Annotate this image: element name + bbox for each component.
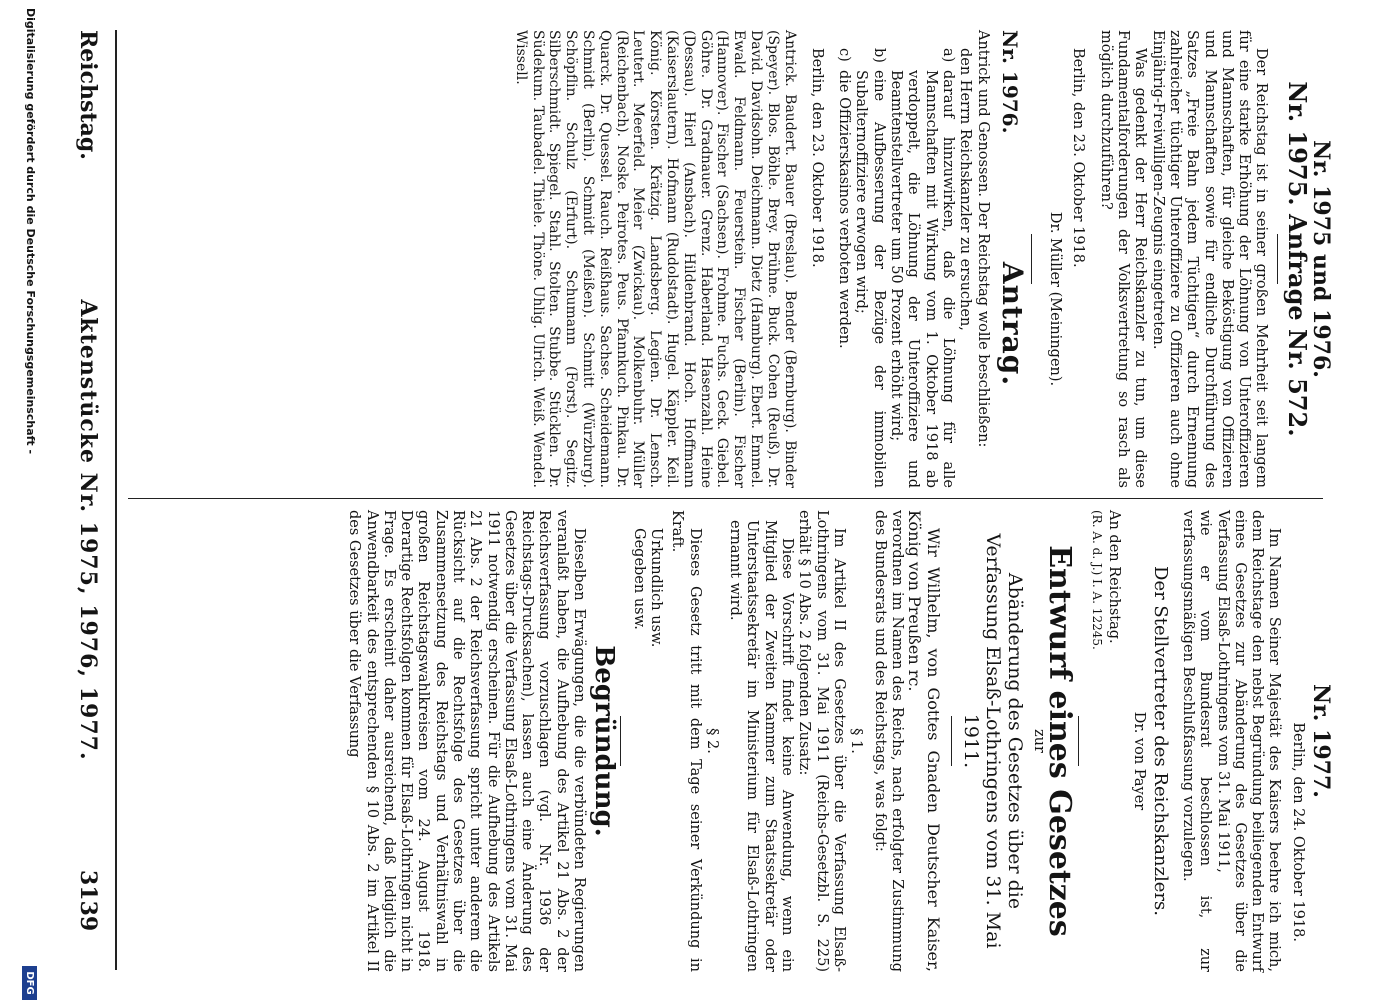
right-column xyxy=(345,510,1333,972)
nr1977-date: Berlin, den 24. Oktober 1918. xyxy=(1289,722,1306,942)
reasoning-text: Dieselben Erwägungen, die die verbündeten Regierungen veranlaßt haben, die Aufhebung des Artikel 21 Abs. 2 der Reichsverfassung vorzuschlagen (vgl. Nr. 1936 der Reichstags-Drucksachen), lassen auch eine Änderung des Gesetzes über die Verfassung Elsaß-Lothringens vom 31. Mai 1911 notwendig erscheinen. Für die Aufhebung des Artikels 21 Abs. 2 der Reichsverfassung spricht unter anderem die Rücksicht auf die Rechtsfolge des Gesetzes über die Zusammensetzung des Reichstags und Verhältniswahl in großen Reichstagswahlkreisen vom 24. August 1918. Derartige Rechtsfolgen kommen für Elsaß-Lothringen nicht in Frage. Es erscheint daher ausreichend, daß lediglich die Anwendbarkeit des entsprechenden § 10 Abs. 2 im Artikel II des Gesetzes über die Verfassung xyxy=(346,510,588,972)
closing-2: Gegeben usw. xyxy=(630,528,647,630)
divider xyxy=(1031,234,1032,284)
nr1976-heading xyxy=(995,30,1029,488)
column-heading: Nr. 1975 und 1976. xyxy=(1308,140,1334,378)
nr1977-addressee: An den Reichstag. xyxy=(1106,510,1123,644)
draft-preamble1: Wir Wilhelm, von Gottes Gnaden Deutscher Kaiser, König von Preußen rc. xyxy=(904,510,943,972)
closing-1: Urkundlich usw. xyxy=(647,528,664,648)
para1-quote: Diese Vorschrift findet keine Anwendung, wenn ein Mitglied der Zweiten Kammer zum Staatssekretär oder Unterstaatssekretär im Ministerium für Elsaß-Lothringen ernannt wird. xyxy=(727,520,796,972)
nr1975-title: Nr. 1975. Anfrage Nr. 572. xyxy=(1282,81,1312,437)
item-label: c) xyxy=(836,48,853,62)
nr1976-request: den Herrn Reichskanzler zu ersuchen, xyxy=(957,48,974,331)
left-column xyxy=(512,30,1333,488)
nr1976-item-a xyxy=(887,30,956,488)
para2-title: § 2. xyxy=(703,728,720,754)
item-label: a) xyxy=(939,48,956,63)
draft-subtitle: Abänderung des Gesetzes über die Verfassung Elsaß-Lothringens vom 31. Mai 1911. xyxy=(959,533,1026,949)
divider xyxy=(1078,716,1079,766)
item-text: eine Aufbesserung der Bezüge der immobilen Subalternoffiziere erwogen wird; xyxy=(853,70,887,488)
nr1976-date: Berlin, den 23. Oktober 1918. xyxy=(808,48,825,268)
header-rule xyxy=(115,30,117,970)
reasoning-title: Begründung. xyxy=(589,645,620,837)
nr1975-signature: Dr. Müller (Meiningen). xyxy=(1047,211,1064,387)
nr1975-body2: Was gedenkt der Herr Reichskanzler zu tun, um diese Fundamentalforderungen der Volksvertretung so rasch als möglich durchzuführen? xyxy=(1097,30,1149,488)
divider xyxy=(951,716,952,766)
nr1977-reference: (R. A. d. J.) I. A. 12245. xyxy=(1089,510,1104,650)
nr1977-title: Nr. 1977. xyxy=(1308,684,1334,798)
header-left: Reichstag. xyxy=(75,30,101,160)
digitization-note xyxy=(24,8,37,998)
nr1977-body2: wie er vom Bundesrat beschlossen ist, zur verfassungsmäßigen Beschlußfassung vorzulegen. xyxy=(1179,510,1214,972)
item-text: darauf hinzuwirken, daß die Löhnung für alle Mannschaften mit Wirkung vom 1. Oktober 1918 ab verdoppelt, die Löhnung der Unteroffiziere und Beamtenstellvertreter um 50 Prozent erhöht wird; xyxy=(888,70,956,488)
nr1976-item-c xyxy=(835,30,852,488)
nr1976-intro: Antrick und Genossen. Der Reichstag wolle beschließen: xyxy=(974,30,991,448)
nr1976-title: Antrag. xyxy=(995,261,1029,387)
nr1975-body1: Der Reichstag ist in seiner großen Mehrheit seit langem für eine starke Erhöhung der Löhnung von Unteroffizieren und Mannschaften, für gleiche Beköstigung von Offizieren und Mannschaften sowie für endliche Durchführung des Satzes „Freie Bahn jedem Tüchtigen“ durch Ernennung zahlreicher tüchtiger Unteroffiziere zu Offizieren auch ohne Einjährig-Freiwilligen-Zeugnis eingetreten. xyxy=(1149,30,1270,488)
divider xyxy=(1277,234,1278,284)
page-number: 3139 xyxy=(75,870,101,932)
nr1977-body1: Im Namen Seiner Majestät des Kaisers beehre ich mich, dem Reichstage den nebst Begründung beiliegenden Entwurf eines Gesetzes zur Abänderung des Gesetzes über die Verfassung Elsaß-Lothringens vom 31. Mai 1911, xyxy=(1214,510,1283,972)
nr1976-prefix: Nr. 1976. xyxy=(997,30,1022,134)
draft-zur: zur xyxy=(1031,729,1048,753)
nr1975-date: Berlin, den 23. Oktober 1918. xyxy=(1070,48,1087,268)
divider xyxy=(620,716,621,766)
para1-text: Im Artikel II des Gesetzes über die Verfassung Elsaß-Lothringens vom 31. Mai 1911 (Reichs-Gesetzbl. S. 225) erhält § 10 Abs. 2 folgenden Zusatz: xyxy=(796,510,847,972)
draft-preamble2: verordnen im Namen des Reichs, nach erfolgter Zustimmung des Bundesrats und des Reichstags, was folgt: xyxy=(871,510,905,972)
dfg-logo: DFG xyxy=(22,966,37,1000)
nr1977-signature: Dr. von Payer xyxy=(1131,711,1148,811)
item-text: die Offizierskasinos verboten werden. xyxy=(836,70,853,349)
header-center: Aktenstücke Nr. 1975, 1976, 1977. xyxy=(75,299,101,761)
nr1977-sender: Der Stellvertreter des Reichskanzlers. xyxy=(1149,566,1171,916)
digitization-note-text: Digitalisierung gefördert durch die Deutsche Forschungsgemeinschaft - xyxy=(24,8,37,455)
nr1976-signers: Antrick. Baudert. Bauer (Breslau). Bender (Bernburg). Binder (Speyer). Blos. Böhle. Brey. Brühne. Buck. Cohen (Reuß). Dr. David. Davidsohn. Deichmann. Dietz (Hamburg). Ebert. Emmel. Ewald. Feldmann. Feuerstein. Fischer (Berlin). Fischer (Hannover). Fischer (Sachsen). Frohme. Fuchs. Geck. Giebel. Göhre. Dr. Gradnauer. Grenz. Haberland. Hasenzahl. Heine (Dessau). Hierl (Ansbach). Hildenbrand. Hoch. Hoffmann (Kaiserslautern). Hofmann (Rudolstadt). Hugel. Käppler. Keil. König. Körsten. Krätzig. Landsberg. Legien. Dr. Lensch. Leutert. Meerfeld. Meier (Zwickau). Molkenbuhr. Müller (Reichenbach). Noske. Peirotes. Peus. Pfannkuch. Pinkau. Dr. Quarck. Dr. Quessel. Rauch. Reißhaus. Sachse. Scheidemann. Schmidt (Berlin). Schmidt (Meißen). Schmitt (Würzburg). Schöpflin. Schulz (Erfurt). Schumann (Forst). Segitz. Silberschmidt. Spiegel. Stahl. Stolten. Stubbe. Stücklen. Dr. Südekum. Taubadel. Thiele. Thöne. Uhlig. Ulrich. Weiß. Wendel. Wissell. xyxy=(512,30,798,488)
para2-text: Dieses Gesetz tritt mit dem Tage seiner Verkündung in Kraft. xyxy=(669,510,703,972)
nr1976-item-b xyxy=(852,30,887,488)
draft-title: Entwurf eines Gesetzes xyxy=(1042,545,1078,937)
para1-title: § 1. xyxy=(848,728,865,754)
item-label: b) xyxy=(870,48,887,63)
column-divider xyxy=(128,498,1323,499)
